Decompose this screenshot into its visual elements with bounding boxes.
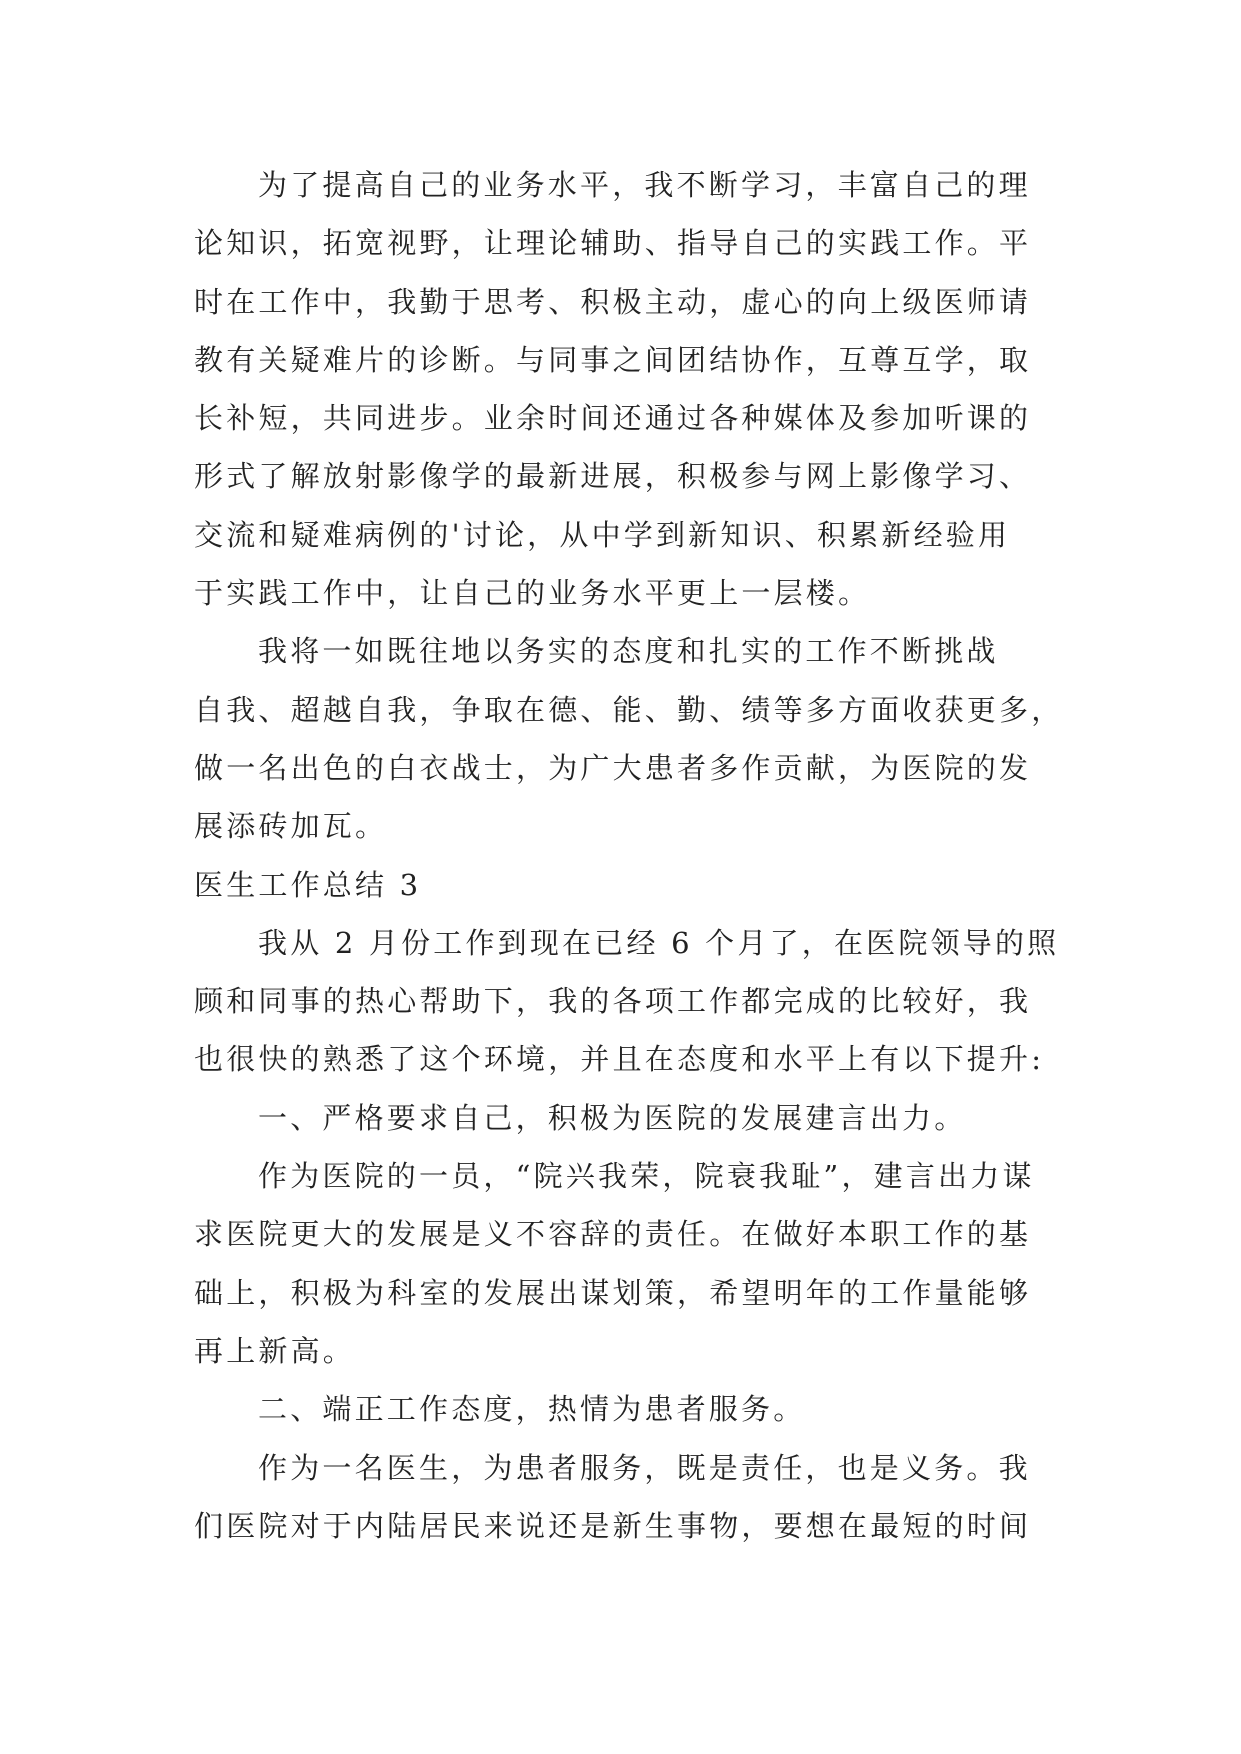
text-line: 时在工作中，我勤于思考、积极主动，虚心的向上级医师请 bbox=[194, 284, 1032, 319]
text-line: 也很快的熟悉了这个环境，并且在态度和水平上有以下提升: bbox=[194, 1042, 1045, 1077]
document-page bbox=[194, 156, 1064, 1555]
text-line: 我将一如既往地以务实的态度和扎实的工作不断挑战 bbox=[258, 634, 999, 669]
text-line: 为了提高自己的业务水平，我不断学习，丰富自己的理 bbox=[258, 168, 1031, 202]
text-line: 一、严格要求自己，积极为医院的发展建言出力。 bbox=[258, 1100, 967, 1135]
text-line: 我从 2 月份工作到现在已经 6 个月了，在医院领导的照 bbox=[258, 925, 1060, 960]
text-line: 教有关疑难片的诊断。与同事之间团结协作，互尊互学，取 bbox=[194, 342, 1032, 377]
text-line: 形式了解放射影像学的最新进展，积极参与网上影像学习、 bbox=[194, 459, 1032, 494]
text-line: 再上新高。 bbox=[194, 1333, 356, 1368]
text-line: 于实践工作中，让自己的业务水平更上一层楼。 bbox=[194, 576, 871, 611]
text-line: 作为一名医生，为患者服务，既是责任，也是义务。我 bbox=[258, 1450, 1031, 1485]
text-line: 论知识，拓宽视野，让理论辅助、指导自己的实践工作。平 bbox=[194, 226, 1032, 261]
text-line: 展添砖加瓦。 bbox=[194, 809, 388, 844]
text-line: 顾和同事的热心帮助下，我的各项工作都完成的比较好，我 bbox=[194, 984, 1032, 1019]
text-line: 求医院更大的发展是义不容辞的责任。在做好本职工作的基 bbox=[194, 1217, 1032, 1252]
text-line: 础上，积极为科室的发展出谋划策，希望明年的工作量能够 bbox=[194, 1275, 1032, 1310]
text-line: 二、端正工作态度，热情为患者服务。 bbox=[258, 1392, 806, 1427]
text-line: 们医院对于内陆居民来说还是新生事物，要想在最短的时间 bbox=[194, 1508, 1032, 1543]
text-line: 长补短，共同进步。业余时间还通过各种媒体及参加听课的 bbox=[194, 401, 1032, 436]
section-heading: 医生工作总结 3 bbox=[194, 867, 422, 902]
text-line: 作为医院的一员，“院兴我荣，院衰我耻”，建言出力谋 bbox=[258, 1159, 1035, 1194]
text-line: 交流和疑难病例的'讨论，从中学到新知识、积累新经验用 bbox=[194, 517, 1011, 552]
text-line: 做一名出色的白衣战士，为广大患者多作贡献，为医院的发 bbox=[194, 750, 1032, 785]
text-line: 自我、超越自我，争取在德、能、勤、绩等多方面收获更多， bbox=[194, 692, 1064, 727]
